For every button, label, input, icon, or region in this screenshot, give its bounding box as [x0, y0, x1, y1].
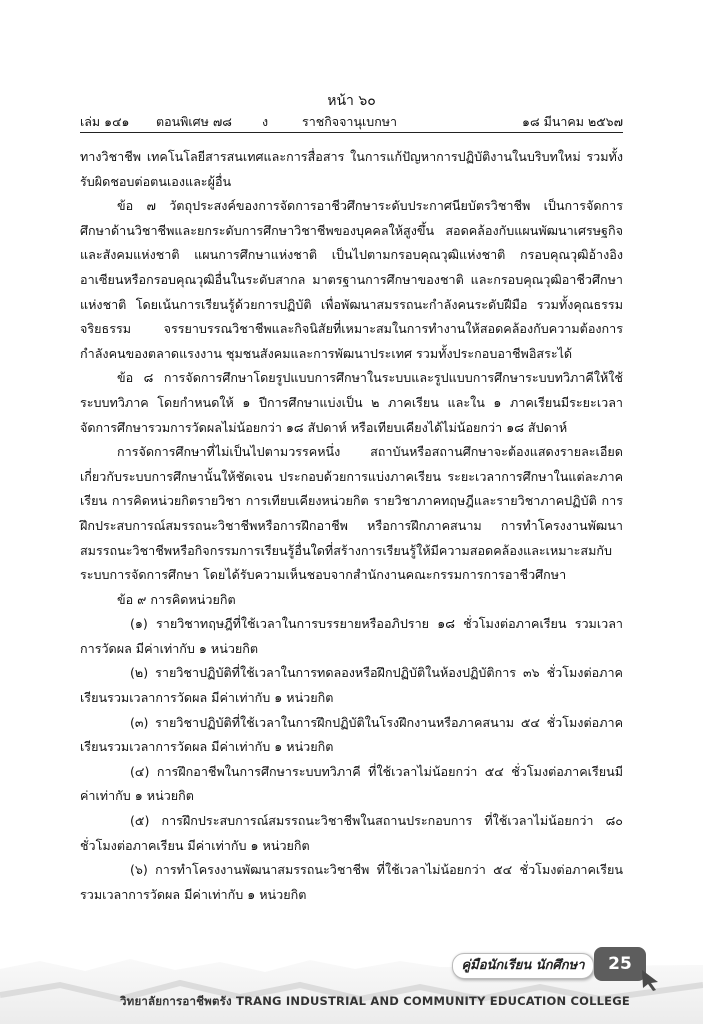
list-item: (๓) รายวิชาปฏิบัติที่ใช้เวลาในการฝึกปฏิบัติในโรงฝึกงานหรือภาคสนาม ๕๔ ชั่วโมงต่อภาคเรียนรวมเวลาการวัดผล มีค่าเท่ากับ ๑ หน่วยกิต [80, 714, 623, 755]
list-item: (๔) การฝึกอาชีพในการศึกษาระบบทวิภาคี ที่ใช้เวลาไม่น้อยกว่า ๕๔ ชั่วโมงต่อภาคเรียนมีค่าเท่ากับ ๑ หน่วยกิต [80, 763, 623, 804]
page-number-label: หน้า ๖๐ [327, 93, 376, 109]
paragraph-article-7: ข้อ ๗ วัตถุประสงค์ของการจัดการอาชีวศึกษาระดับประกาศนียบัตรวิชาชีพ เป็นการจัดการศึกษาด้านวิชาชีพและยกระดับการศึกษาวิชาชีพของบุคคลให้สูงขึ้น สอดคล้องกับแผนพัฒนาเศรษฐกิจและสังคมแห่งชาติ แผนการศึกษาแห่งชาติ เป็นไปตามกรอบคุณวุฒิแห่งชาติ กรอบคุณวุฒิอ้างอิงอาเซียนหรือกรอบคุณวุฒิอื่นในระดับสากล มาตรฐานการศึกษาของชาติ และกรอบคุณวุฒิอาชีวศึกษาแห่งชาติ โดยเน้นการเรียนรู้ด้วยการปฏิบัติ เพื่อพัฒนาสมรรถนะกำลังคนระดับฝีมือ รวมทั้งคุณธรรม จริยธรรม จรรยาบรรณวิชาชีพและกิจนิสัยที่เหมาะสมในการทำงานให้สอดคล้องกับความต้องการกำลังคนของตลาดแรงงาน ชุมชนสังคมและการพัฒนาประเทศ รวมทั้งประกอบอาชีพอิสระได้ [80, 198, 623, 361]
cursor-arrow-icon [640, 968, 662, 992]
college-name: วิทยาลัยการอาชีพตรัง TRANG INDUSTRIAL AND COMMUNITY EDUCATION COLLEGE [120, 994, 630, 1008]
gazette-header [80, 110, 623, 133]
date-label: ๑๘ มีนาคม ๒๕๖๗ [522, 114, 623, 129]
publication-label: ราชกิจจานุเบกษา [302, 114, 398, 129]
list-item: (๖) การทำโครงงานพัฒนาสมรรถนะวิชาชีพ ที่ใช้เวลาไม่น้อยกว่า ๕๔ ชั่วโมงต่อภาคเรียนรวมเวลาการวัดผล มีค่าเท่ากับ ๑ หน่วยกิต [80, 862, 623, 902]
part-label: ง [262, 114, 269, 129]
paragraph-article-8: ข้อ ๘ การจัดการศึกษาโดยรูปแบบการศึกษาในระบบและรูปแบบการศึกษาระบบทวิภาคีให้ใช้ระบบทวิภาค โดยกำหนดให้ ๑ ปีการศึกษาแบ่งเป็น ๒ ภาคเรียน และใน ๑ ภาคเรียนมีระยะเวลาจัดการศึกษารวมการวัดผลไม่น้อยกว่า ๑๘ สัปดาห์ หรือเทียบเคียงได้ไม่น้อยกว่า ๑๘ สัปดาห์ [80, 370, 623, 435]
volume-label: เล่ม ๑๔๑ [80, 114, 130, 129]
document-body [80, 145, 623, 907]
guide-title-badge: คู่มือนักเรียน นักศึกษา [452, 953, 594, 979]
paragraph-article-9: ข้อ ๙ การคิดหน่วยกิต [117, 591, 236, 607]
list-item: (๒) รายวิชาปฏิบัติที่ใช้เวลาในการทดลองหรือฝึกปฏิบัติในห้องปฏิบัติการ ๓๖ ชั่วโมงต่อภาคเรียนรวมเวลาการวัดผล มีค่าเท่ากับ ๑ หน่วยกิต [80, 665, 623, 706]
guide-page-number: 25 [594, 947, 646, 981]
list-item: (๑) รายวิชาทฤษฎีที่ใช้เวลาในการบรรยายหรืออภิปราย ๑๘ ชั่วโมงต่อภาคเรียน รวมเวลาการวัดผล มีค่าเท่ากับ ๑ หน่วยกิต [80, 616, 623, 656]
paragraph: ทางวิชาชีพ เทคโนโลยีสารสนเทศและการสื่อสาร ในการแก้ปัญหาการปฏิบัติงานในบริบทใหม่ รวมทั้งรับผิดชอบต่อตนเองและผู้อื่น [80, 149, 623, 189]
paragraph: การจัดการศึกษาที่ไม่เป็นไปตามวรรคหนึ่ง สถาบันหรือสถานศึกษาจะต้องแสดงรายละเอียดเกี่ยวกับระบบการศึกษานั้นให้ชัดเจน ประกอบด้วยการแบ่งภาคเรียน ระยะเวลาการศึกษาในแต่ละภาคเรียน การคิดหน่วยกิตรายวิชา การเทียบเคียงหน่วยกิต รายวิชาภาคทฤษฎีและรายวิชาภาคปฏิบัติ การฝึกประสบการณ์สมรรถนะวิชาชีพหรือการฝึกอาชีพ หรือการฝึกภาคสนาม การทำโครงงานพัฒนาสมรรถนะวิชาชีพหรือกิจกรรมการเรียนรู้อื่นใดที่สร้างการเรียนรู้ให้มีความสอดคล้องและเหมาะสมกับระบบการจัดการศึกษา โดยได้รับความเห็นชอบจากสำนักงานคณะกรรมการการอาชีวศึกษา [80, 444, 623, 583]
section-label: ตอนพิเศษ ๗๘ [156, 114, 232, 129]
list-item: (๕) การฝึกประสบการณ์สมรรถนะวิชาชีพในสถานประกอบการ ที่ใช้เวลาไม่น้อยกว่า ๘๐ ชั่วโมงต่อภาคเรียน มีค่าเท่ากับ ๑ หน่วยกิต [80, 813, 623, 853]
